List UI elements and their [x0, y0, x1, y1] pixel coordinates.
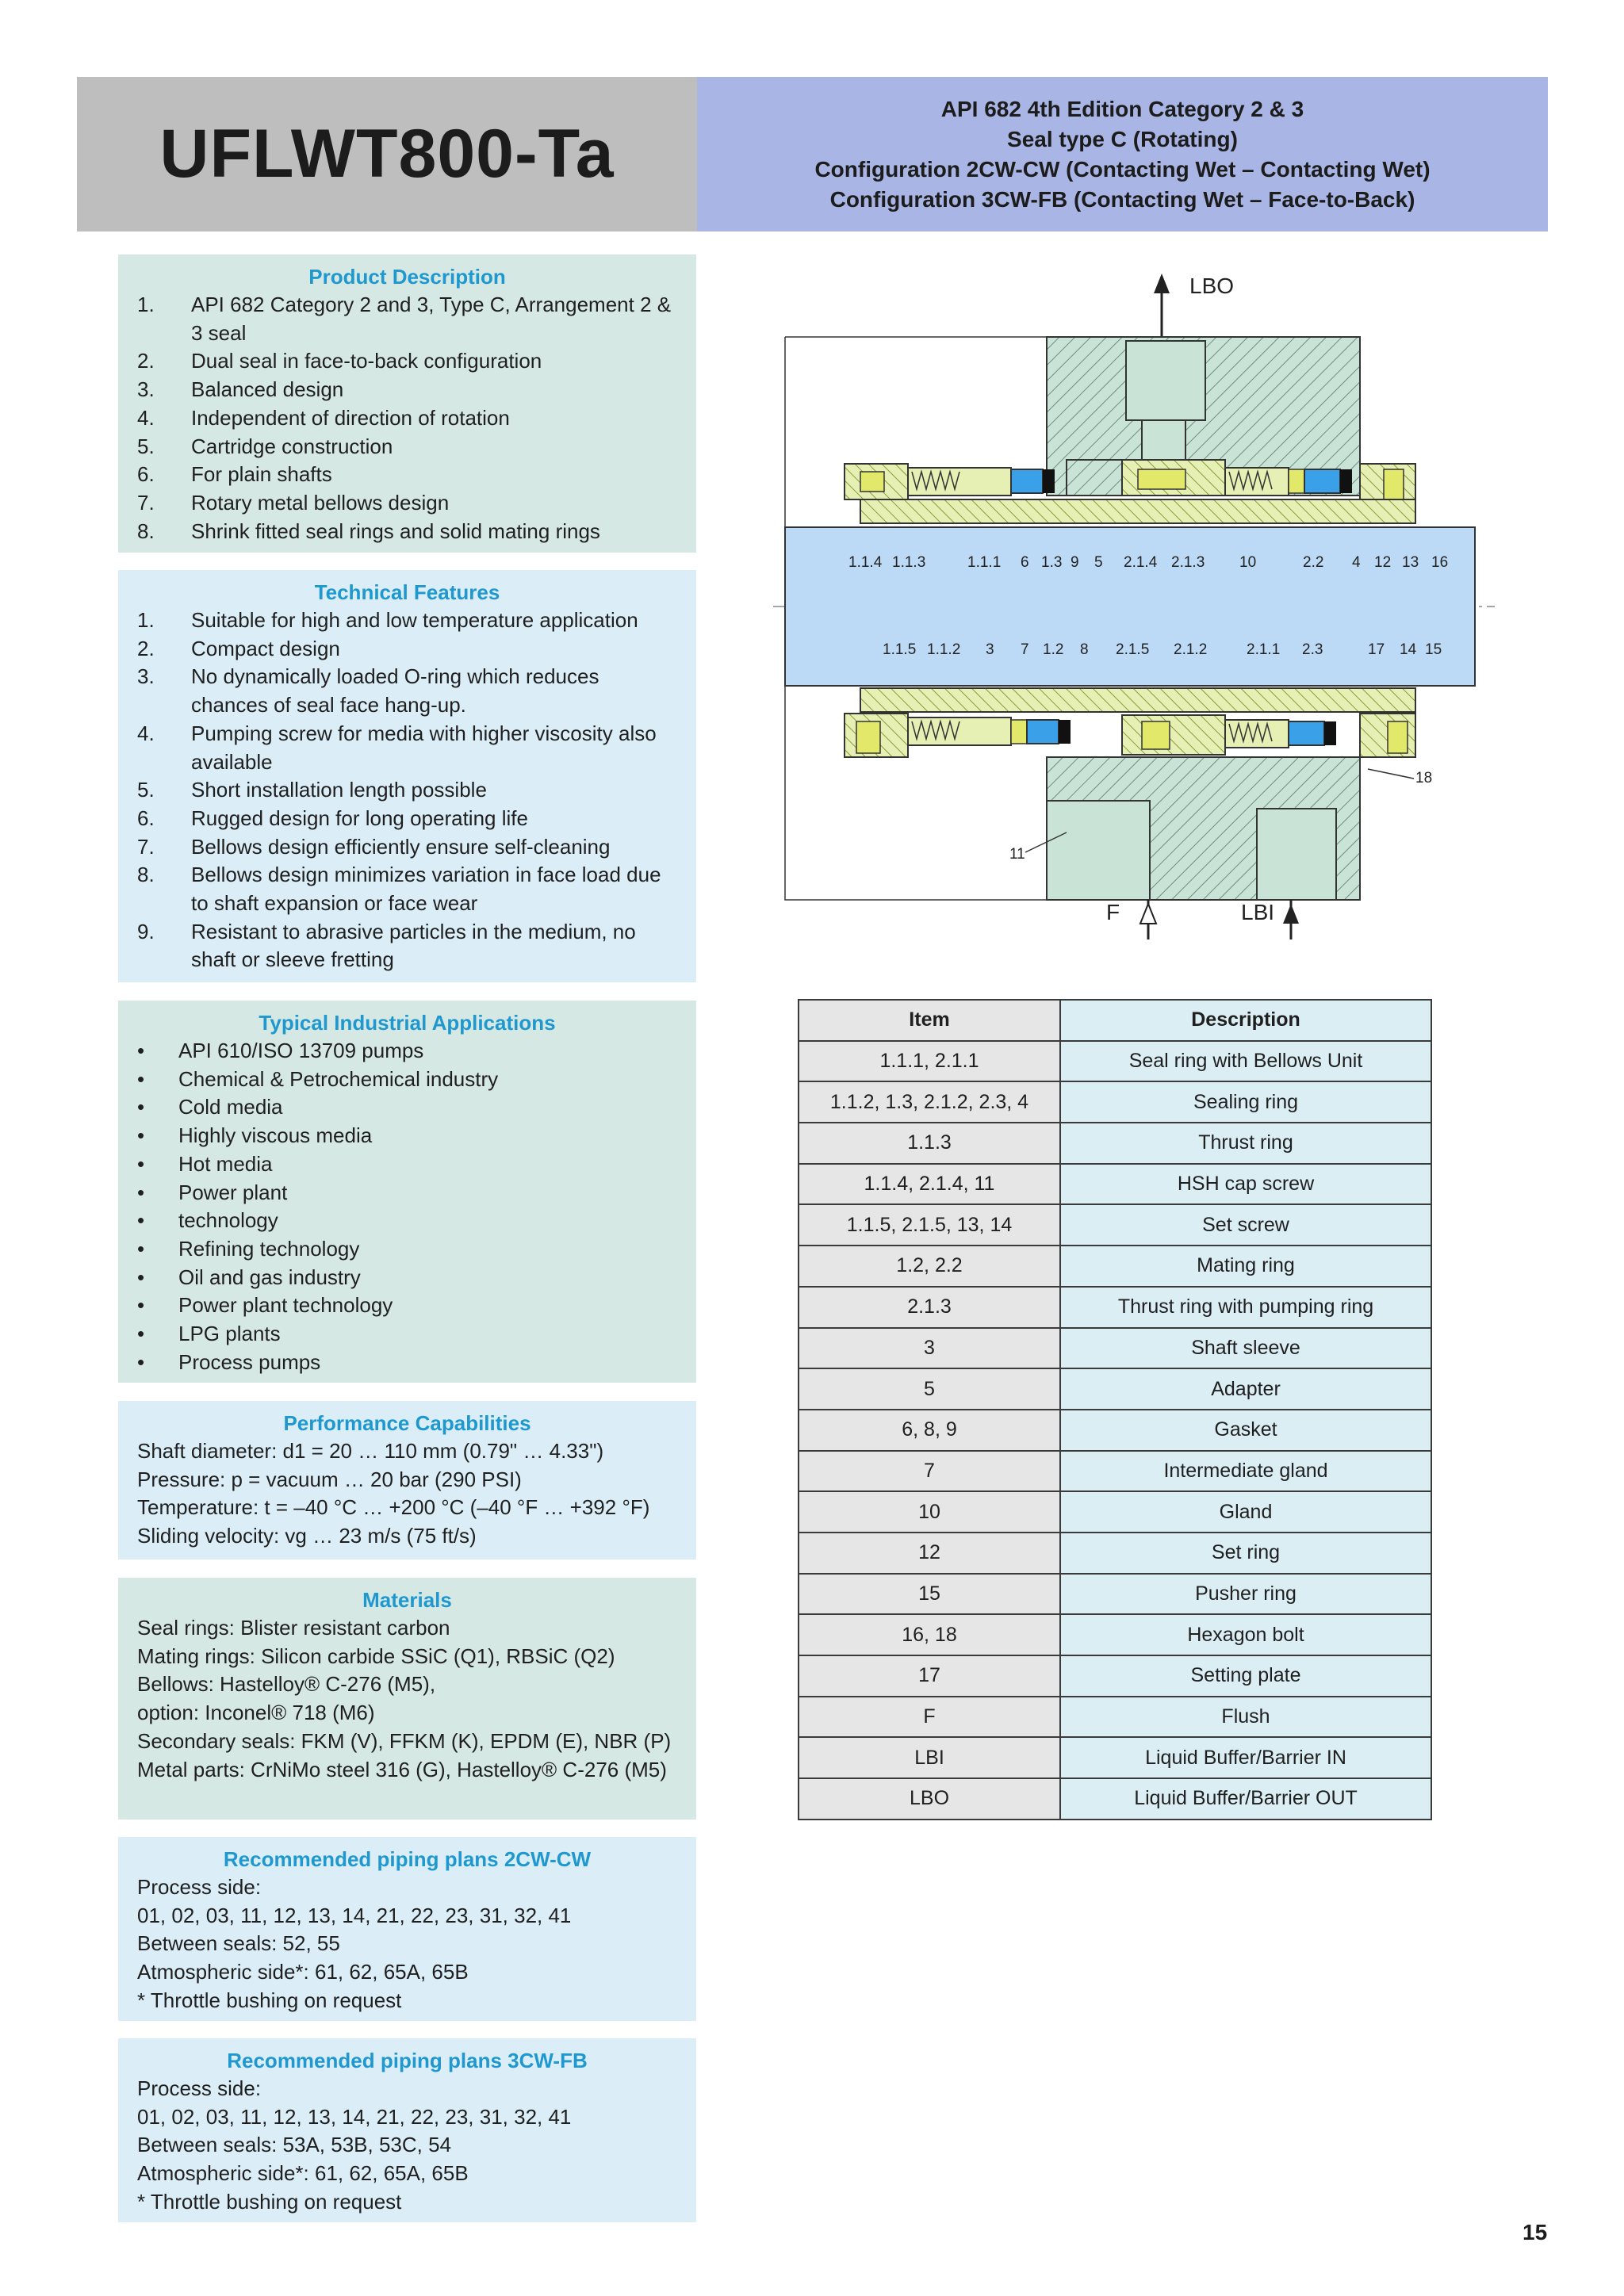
piping-line: Atmospheric side*: 61, 62, 65A, 65B	[137, 1960, 469, 1984]
piping-line: Atmospheric side*: 61, 62, 65A, 65B	[137, 2161, 469, 2186]
callout-label: 6	[1021, 554, 1029, 571]
callout-label: 1.3	[1041, 554, 1063, 571]
list-item: 9. Resistant to abrasive particles in the medium, no shaft or sleeve fretting	[137, 919, 636, 972]
piping-line: Process side:	[137, 1875, 262, 1899]
panel-title: Materials	[362, 1588, 452, 1612]
piping-line: Process side:	[137, 2076, 262, 2100]
seal-ring-blue	[1011, 469, 1043, 493]
table-row: 17 Setting plate	[799, 1655, 1431, 1697]
header-line: Configuration 2CW-CW (Contacting Wet – Contacting Wet)	[814, 156, 1431, 182]
table-row: 3 Shaft sleeve	[799, 1328, 1431, 1369]
bellows-unit-lower-2	[1225, 720, 1289, 748]
table-row: F Flush	[799, 1697, 1431, 1738]
table-row: 2.1.3 Thrust ring with pumping ring	[799, 1287, 1431, 1328]
callout-label: 2.1.1	[1247, 641, 1281, 658]
callout-label: 1.1.5	[883, 641, 917, 658]
callout-label: 1.1.1	[967, 554, 1002, 571]
table-row: 1.1.3 Thrust ring	[799, 1123, 1431, 1164]
piping-line: * Throttle bushing on request	[137, 1988, 402, 2012]
thrust-ring-lower	[1122, 715, 1225, 755]
lbi-port-arrow	[1283, 900, 1299, 939]
list-item: 1. Suitable for high and low temperature application	[137, 608, 638, 632]
table-row: 1.1.4, 2.1.4, 11 HSH cap screw	[799, 1164, 1431, 1205]
shaft-sleeve-upper	[860, 499, 1415, 523]
panel-title: Performance Capabilities	[283, 1411, 531, 1435]
header-model-box	[77, 77, 697, 232]
cap-screw-icon	[860, 472, 884, 492]
callout-label: 2.1.5	[1116, 641, 1150, 658]
lbi-label: LBI	[1241, 900, 1275, 924]
table-row: 1.2, 2.2 Mating ring	[799, 1246, 1431, 1287]
applications-list	[137, 1037, 677, 1376]
panel-title: Typical Industrial Applications	[259, 1011, 556, 1035]
callout-label: 2.1.3	[1171, 554, 1205, 571]
panel-title: Product Description	[308, 265, 506, 289]
materials-line: Seal rings: Blister resistant carbon	[137, 1616, 450, 1640]
list-item: 6. Rugged design for long operating life	[137, 806, 528, 830]
piping-2cw-panel	[118, 1837, 696, 2021]
list-item: • technology	[137, 1208, 278, 1233]
list-item: 5. Short installation length possible	[137, 778, 487, 802]
materials-panel	[118, 1578, 696, 1820]
flush-port-arrow	[1140, 900, 1156, 939]
list-item: 4. Pumping screw for media with higher viscosity also available	[137, 721, 657, 774]
callout-label: 10	[1239, 554, 1257, 571]
page-number: 15	[1522, 2220, 1548, 2244]
table-row: 5 Adapter	[799, 1368, 1431, 1410]
list-item: • Oil and gas industry	[137, 1265, 361, 1289]
header-line: Seal type C (Rotating)	[1007, 126, 1238, 151]
performance-panel	[118, 1401, 696, 1559]
table-row: 10 Gland	[799, 1491, 1431, 1533]
shaft-sleeve-lower	[860, 688, 1415, 712]
callout-label: 8	[1080, 641, 1089, 658]
materials-line: Secondary seals: FKM (V), FFKM (K), EPDM (E), NBR (P)	[137, 1728, 672, 1753]
table-header-row	[799, 1000, 1431, 1041]
piping-line: Between seals: 52, 55	[137, 1931, 340, 1956]
performance-line: Shaft diameter: d1 = 20 … 110 mm (0.79" … 4.33")	[137, 1439, 604, 1463]
table-row: 16, 18 Hexagon bolt	[799, 1614, 1431, 1655]
cap-screw-2-icon	[1138, 469, 1185, 489]
performance-line: Sliding velocity: vg … 23 m/s (75 ft/s)	[137, 1524, 477, 1548]
callout-label: 1.1.2	[927, 641, 961, 658]
typical-applications-panel	[118, 1001, 696, 1383]
callout-label: 1.1.4	[848, 554, 883, 571]
panel-title: Technical Features	[314, 580, 500, 604]
callout-label: 2.1.2	[1174, 641, 1208, 658]
table-row: 6, 8, 9 Gasket	[799, 1410, 1431, 1451]
o-ring-black	[1043, 469, 1055, 493]
callout-label: 12	[1374, 554, 1392, 571]
piping-line: Between seals: 53A, 53B, 53C, 54	[137, 2133, 452, 2157]
callout-label: 2.1.4	[1124, 554, 1158, 571]
list-item: • Hot media	[137, 1151, 273, 1176]
materials-line: option: Inconel® 718 (M6)	[137, 1701, 375, 1725]
list-item: 3. No dynamically loaded O-ring which reduces chances of seal face hang-up.	[137, 664, 599, 718]
flush-port-bore	[1047, 801, 1150, 900]
list-item: 5. Cartridge construction	[137, 434, 393, 458]
lbo-label: LBO	[1189, 274, 1235, 298]
performance-line: Pressure: p = vacuum … 20 bar (290 PSI)	[137, 1467, 522, 1491]
seal-ring-blue-3	[1027, 720, 1059, 744]
technical-features-panel	[118, 570, 696, 982]
list-item: 7. Rotary metal bellows design	[137, 490, 450, 515]
flush-label: F	[1106, 900, 1120, 924]
list-item: 7. Bellows design efficiently ensure self-cleaning	[137, 834, 611, 859]
list-item: 2. Compact design	[137, 636, 340, 660]
list-item: 8. Bellows design minimizes variation in face load due to shaft expansion or face wear	[137, 863, 661, 916]
piping-line: 01, 02, 03, 11, 12, 13, 14, 21, 22, 23, 31, 32, 41	[137, 1903, 572, 1927]
list-item: • Power plant technology	[137, 1293, 393, 1318]
seal-cross-section-diagram	[773, 262, 1495, 951]
lbo-port-bore	[1126, 341, 1205, 420]
callout-label: 13	[1402, 554, 1419, 571]
list-item: • Highly viscous media	[137, 1123, 373, 1148]
list-item: 3. Balanced design	[137, 377, 344, 402]
list-item: 8. Shrink fitted seal rings and solid mating rings	[137, 519, 600, 543]
list-item: • API 610/ISO 13709 pumps	[137, 1039, 424, 1062]
table-row: 1.1.5, 2.1.5, 13, 14 Set screw	[799, 1204, 1431, 1246]
bellows-unit-upper-2	[1225, 468, 1289, 496]
o-ring-black-3	[1059, 720, 1071, 744]
panel-title: Recommended piping plans 3CW-FB	[227, 2049, 588, 2072]
callout-label: 15	[1425, 641, 1442, 658]
mating-ring-yellow-2	[1011, 720, 1027, 744]
list-item: • Refining technology	[137, 1236, 360, 1261]
hex-bolt-2-icon	[1388, 721, 1408, 753]
table-row: LBO Liquid Buffer/Barrier OUT	[799, 1778, 1431, 1820]
callout-label: 2.2	[1303, 554, 1324, 571]
mating-ring-yellow	[1289, 469, 1304, 493]
table-row: 15 Pusher ring	[799, 1574, 1431, 1615]
list-item: 6. For plain shafts	[137, 462, 332, 487]
piping-line: 01, 02, 03, 11, 12, 13, 14, 21, 22, 23, 31, 32, 41	[137, 2104, 572, 2129]
list-item: • LPG plants	[137, 1322, 281, 1346]
set-screw-2-icon	[1142, 721, 1170, 749]
list-item: • Cold media	[137, 1095, 283, 1119]
materials-line: Bellows: Hastelloy® C-276 (M5),	[137, 1672, 436, 1697]
callout-label: 1.2	[1043, 641, 1064, 658]
seal-ring-blue-4	[1289, 721, 1324, 745]
callout-label: 18	[1415, 770, 1433, 786]
model-title: UFLWT800-Ta	[159, 116, 615, 192]
callout-label: 7	[1021, 641, 1029, 658]
callout-label: 4	[1352, 554, 1361, 571]
column-header-item: Item	[799, 1000, 1060, 1041]
list-item: 4. Independent of direction of rotation	[137, 405, 510, 430]
table-row: 12 Set ring	[799, 1533, 1431, 1574]
lbo-port-arrow	[1154, 274, 1170, 341]
table-row: LBI Liquid Buffer/Barrier IN	[799, 1737, 1431, 1778]
header-line: API 682 4th Edition Category 2 & 3	[940, 96, 1304, 121]
set-screw-icon	[856, 721, 880, 753]
materials-line: Metal parts: CrNiMo steel 316 (G), Hastelloy® C-276 (M5)	[137, 1757, 667, 1781]
header-spec-box	[697, 77, 1548, 232]
performance-line: Temperature: t = –40 °C … +200 °C (–40 °F … +392 °F)	[137, 1495, 650, 1520]
list-item: • Power plant	[137, 1180, 288, 1204]
callout-label: 2.3	[1302, 641, 1323, 658]
seal-ring-blue-2	[1304, 469, 1340, 493]
leader-line	[1368, 769, 1414, 779]
piping-3cw-panel	[118, 2038, 696, 2222]
panel-title: Recommended piping plans 2CW-CW	[223, 1847, 592, 1871]
lbi-port-bore	[1257, 809, 1336, 900]
callout-label: 1.1.3	[892, 554, 926, 571]
callout-label: 3	[986, 641, 994, 658]
adapter-upper	[1067, 460, 1122, 496]
callout-label: 17	[1368, 641, 1385, 658]
parts-table	[798, 999, 1432, 1820]
callout-label: 5	[1094, 554, 1103, 571]
o-ring-black-2	[1340, 469, 1352, 493]
list-item: • Process pumps	[137, 1349, 321, 1374]
list-item: • Chemical & Petrochemical industry	[137, 1066, 499, 1091]
product-description-panel	[118, 254, 696, 553]
callout-label: 11	[1009, 846, 1025, 863]
list-item: 1. API 682 Category 2 and 3, Type C, Arrangement 2 & 3 seal	[137, 293, 672, 345]
list-item: 2. Dual seal in face-to-back configuration	[137, 349, 542, 373]
callout-label: 16	[1431, 554, 1449, 571]
o-ring-black-4	[1324, 721, 1336, 745]
piping-line: * Throttle bushing on request	[137, 2189, 402, 2214]
table-row: 1.1.2, 1.3, 2.1.2, 2.3, 4 Sealing ring	[799, 1081, 1431, 1123]
callout-label: 9	[1071, 554, 1079, 571]
product-description-list	[137, 291, 677, 545]
callout-label: 14	[1400, 641, 1417, 658]
technical-features-list	[137, 607, 677, 974]
materials-line: Mating rings: Silicon carbide SSiC (Q1), RBSiC (Q2)	[137, 1644, 615, 1668]
header-line: Configuration 3CW-FB (Contacting Wet – Face-to-Back)	[829, 186, 1415, 212]
table-row: 7 Intermediate gland	[799, 1451, 1431, 1492]
column-header-description: Description	[1060, 1000, 1431, 1041]
table-row: 1.1.1, 2.1.1 Seal ring with Bellows Unit	[799, 1041, 1431, 1082]
shaft	[785, 527, 1475, 686]
